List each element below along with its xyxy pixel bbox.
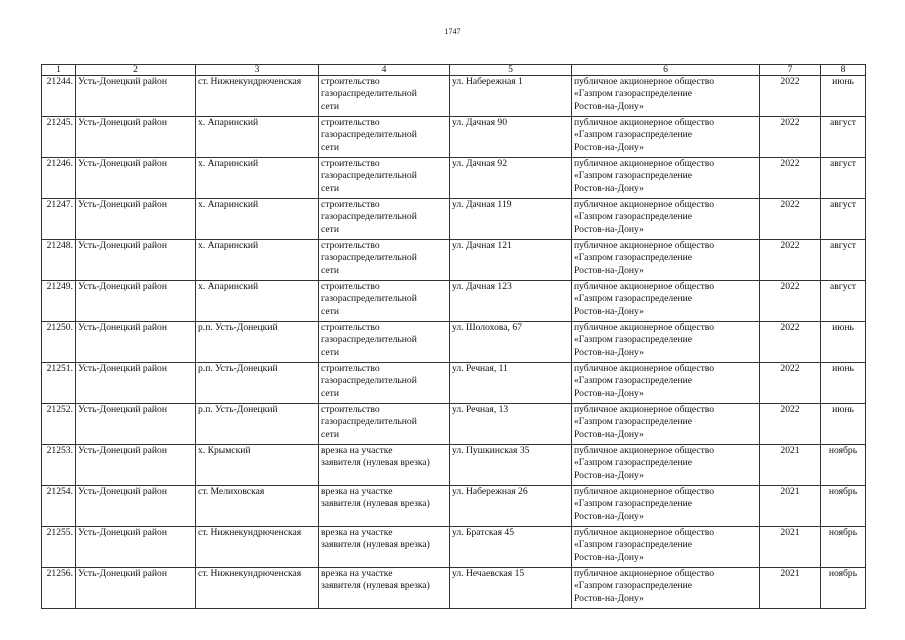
- row-number: 21245.: [42, 117, 76, 158]
- district-cell: Усть-Донецкий район: [76, 322, 196, 363]
- address-cell: ул. Шолохова, 67: [450, 322, 572, 363]
- organization-cell-line: «Газпром газораспределение: [574, 211, 692, 223]
- organization-cell: [572, 322, 760, 363]
- organization-cell-line: Ростов-на-Дону»: [574, 223, 644, 235]
- locality-cell: х. Апаринский: [196, 158, 319, 199]
- work-type-cell: [319, 322, 450, 363]
- work-type-cell-line: заявителя (нулевая врезка): [321, 539, 430, 551]
- address-cell: ул. Набережная 1: [450, 76, 572, 117]
- table-row: [42, 363, 866, 404]
- work-type-cell: [319, 117, 450, 158]
- district-cell: Усть-Донецкий район: [76, 158, 196, 199]
- year-cell: 2022: [760, 199, 821, 240]
- organization-cell-line: публичное акционерное общество: [574, 527, 715, 538]
- row-number: 21256.: [42, 568, 76, 609]
- work-type-cell-line: сети: [321, 264, 339, 276]
- work-type-cell-line: строительство: [321, 117, 380, 128]
- organization-cell-line: Ростов-на-Дону»: [574, 428, 644, 440]
- district-cell: Усть-Донецкий район: [76, 240, 196, 281]
- column-number: 7: [760, 65, 821, 76]
- work-type-cell-line: строительство: [321, 199, 380, 210]
- organization-cell-line: «Газпром газораспределение: [574, 416, 692, 428]
- work-type-cell-line: заявителя (нулевая врезка): [321, 498, 430, 510]
- work-type-cell-line: сети: [321, 223, 339, 235]
- address-cell: ул. Дачная 121: [450, 240, 572, 281]
- address-cell: ул. Дачная 119: [450, 199, 572, 240]
- organization-cell-line: Ростов-на-Дону»: [574, 346, 644, 358]
- column-number: 3: [196, 65, 319, 76]
- year-cell: 2022: [760, 404, 821, 445]
- organization-cell: [572, 281, 760, 322]
- work-type-cell-line: сети: [321, 428, 339, 440]
- work-type-cell-line: газораспределительной: [321, 211, 417, 223]
- year-cell: 2022: [760, 363, 821, 404]
- organization-cell-line: публичное акционерное общество: [574, 363, 715, 374]
- organization-cell: [572, 445, 760, 486]
- month-cell: июнь: [821, 363, 866, 404]
- organization-cell: [572, 404, 760, 445]
- district-cell: Усть-Донецкий район: [76, 486, 196, 527]
- page-number: 1747: [444, 27, 461, 36]
- organization-cell: [572, 240, 760, 281]
- locality-cell: х. Апаринский: [196, 117, 319, 158]
- row-number: 21246.: [42, 158, 76, 199]
- table-row: [42, 199, 866, 240]
- organization-cell-line: публичное акционерное общество: [574, 240, 715, 251]
- locality-cell: х. Апаринский: [196, 199, 319, 240]
- month-cell: ноябрь: [821, 486, 866, 527]
- year-cell: 2022: [760, 76, 821, 117]
- locality-cell: р.п. Усть-Донецкий: [196, 322, 319, 363]
- organization-cell-line: «Газпром газораспределение: [574, 252, 692, 264]
- column-number-row: [42, 65, 866, 76]
- row-number: 21253.: [42, 445, 76, 486]
- month-cell: июнь: [821, 404, 866, 445]
- work-type-cell-line: сети: [321, 141, 339, 153]
- organization-cell-line: публичное акционерное общество: [574, 76, 715, 87]
- organization-cell-line: Ростов-на-Дону»: [574, 264, 644, 276]
- organization-cell-line: публичное акционерное общество: [574, 281, 715, 292]
- work-type-cell-line: газораспределительной: [321, 334, 417, 346]
- row-number: 21250.: [42, 322, 76, 363]
- work-type-cell-line: газораспределительной: [321, 375, 417, 387]
- locality-cell: ст. Мелиховская: [196, 486, 319, 527]
- work-type-cell-line: заявителя (нулевая врезка): [321, 580, 430, 592]
- locality-cell: ст. Нижнекундрюченская: [196, 568, 319, 609]
- address-cell: ул. Речная, 11: [450, 363, 572, 404]
- table-row: [42, 322, 866, 363]
- work-type-cell-line: врезка на участке: [321, 445, 393, 456]
- work-type-cell: [319, 76, 450, 117]
- row-number: 21247.: [42, 199, 76, 240]
- locality-cell: х. Апаринский: [196, 240, 319, 281]
- organization-cell: [572, 568, 760, 609]
- organization-cell-line: «Газпром газораспределение: [574, 580, 692, 592]
- work-type-cell: [319, 240, 450, 281]
- row-number: 21254.: [42, 486, 76, 527]
- month-cell: июнь: [821, 76, 866, 117]
- organization-cell-line: публичное акционерное общество: [574, 199, 715, 210]
- table-row: [42, 486, 866, 527]
- row-number: 21249.: [42, 281, 76, 322]
- organization-cell-line: «Газпром газораспределение: [574, 539, 692, 551]
- work-type-cell-line: врезка на участке: [321, 527, 393, 538]
- organization-cell-line: «Газпром газораспределение: [574, 88, 692, 100]
- table-row: [42, 117, 866, 158]
- locality-cell: р.п. Усть-Донецкий: [196, 404, 319, 445]
- column-number: 4: [319, 65, 450, 76]
- district-cell: Усть-Донецкий район: [76, 445, 196, 486]
- table-row: [42, 76, 866, 117]
- locality-cell: ст. Нижнекундрюченская: [196, 527, 319, 568]
- year-cell: 2022: [760, 158, 821, 199]
- organization-cell: [572, 76, 760, 117]
- work-type-cell-line: строительство: [321, 404, 380, 415]
- column-number: 1: [42, 65, 76, 76]
- work-type-cell-line: газораспределительной: [321, 293, 417, 305]
- organization-cell-line: «Газпром газораспределение: [574, 293, 692, 305]
- organization-cell-line: «Газпром газораспределение: [574, 129, 692, 141]
- year-cell: 2022: [760, 281, 821, 322]
- organization-cell-line: «Газпром газораспределение: [574, 375, 692, 387]
- organization-cell-line: публичное акционерное общество: [574, 445, 715, 456]
- month-cell: ноябрь: [821, 568, 866, 609]
- district-cell: Усть-Донецкий район: [76, 199, 196, 240]
- year-cell: 2021: [760, 486, 821, 527]
- organization-cell-line: публичное акционерное общество: [574, 486, 715, 497]
- table-row: [42, 158, 866, 199]
- organization-cell-line: Ростов-на-Дону»: [574, 100, 644, 112]
- work-type-cell-line: газораспределительной: [321, 416, 417, 428]
- month-cell: август: [821, 199, 866, 240]
- district-cell: Усть-Донецкий район: [76, 117, 196, 158]
- work-type-cell-line: строительство: [321, 240, 380, 251]
- organization-cell: [572, 158, 760, 199]
- work-type-cell-line: сети: [321, 182, 339, 194]
- year-cell: 2021: [760, 527, 821, 568]
- district-cell: Усть-Донецкий район: [76, 404, 196, 445]
- year-cell: 2021: [760, 445, 821, 486]
- month-cell: август: [821, 158, 866, 199]
- work-type-cell-line: строительство: [321, 363, 380, 374]
- work-type-cell-line: строительство: [321, 76, 380, 87]
- work-type-cell-line: врезка на участке: [321, 486, 393, 497]
- district-cell: Усть-Донецкий район: [76, 281, 196, 322]
- address-cell: ул. Дачная 90: [450, 117, 572, 158]
- district-cell: Усть-Донецкий район: [76, 363, 196, 404]
- work-type-cell-line: сети: [321, 100, 339, 112]
- organization-cell-line: публичное акционерное общество: [574, 158, 715, 169]
- locality-cell: х. Апаринский: [196, 281, 319, 322]
- month-cell: ноябрь: [821, 445, 866, 486]
- table-row: [42, 445, 866, 486]
- work-type-cell-line: строительство: [321, 322, 380, 333]
- organization-cell-line: Ростов-на-Дону»: [574, 469, 644, 481]
- locality-cell: ст. Нижнекундрюченская: [196, 76, 319, 117]
- table-row: [42, 240, 866, 281]
- address-cell: ул. Братская 45: [450, 527, 572, 568]
- work-type-cell: [319, 199, 450, 240]
- locality-cell: х. Крымский: [196, 445, 319, 486]
- year-cell: 2021: [760, 568, 821, 609]
- organization-cell-line: Ростов-на-Дону»: [574, 141, 644, 153]
- work-type-cell-line: газораспределительной: [321, 170, 417, 182]
- address-cell: ул. Набережная 26: [450, 486, 572, 527]
- year-cell: 2022: [760, 240, 821, 281]
- organization-cell-line: Ростов-на-Дону»: [574, 592, 644, 604]
- table-row: [42, 527, 866, 568]
- row-number: 21255.: [42, 527, 76, 568]
- organization-cell-line: Ростов-на-Дону»: [574, 182, 644, 194]
- row-number: 21244.: [42, 76, 76, 117]
- organization-cell-line: Ростов-на-Дону»: [574, 387, 644, 399]
- organization-cell: [572, 363, 760, 404]
- district-cell: Усть-Донецкий район: [76, 568, 196, 609]
- work-type-cell-line: сети: [321, 387, 339, 399]
- organization-cell-line: публичное акционерное общество: [574, 117, 715, 128]
- district-cell: Усть-Донецкий район: [76, 76, 196, 117]
- work-type-cell-line: врезка на участке: [321, 568, 393, 579]
- organization-cell-line: Ростов-на-Дону»: [574, 305, 644, 317]
- table-row: [42, 281, 866, 322]
- address-cell: ул. Нечаевская 15: [450, 568, 572, 609]
- month-cell: июнь: [821, 322, 866, 363]
- work-type-cell-line: сети: [321, 305, 339, 317]
- address-cell: ул. Пушкинская 35: [450, 445, 572, 486]
- work-type-cell: [319, 404, 450, 445]
- work-type-cell-line: газораспределительной: [321, 129, 417, 141]
- month-cell: август: [821, 117, 866, 158]
- column-number: 8: [821, 65, 866, 76]
- organization-cell-line: «Газпром газораспределение: [574, 170, 692, 182]
- organization-cell-line: «Газпром газораспределение: [574, 334, 692, 346]
- work-type-cell-line: строительство: [321, 158, 380, 169]
- work-type-cell: [319, 363, 450, 404]
- address-cell: ул. Дачная 123: [450, 281, 572, 322]
- work-type-cell: [319, 527, 450, 568]
- work-type-cell: [319, 158, 450, 199]
- locality-cell: р.п. Усть-Донецкий: [196, 363, 319, 404]
- organization-cell-line: публичное акционерное общество: [574, 568, 715, 579]
- work-type-cell: [319, 281, 450, 322]
- column-number: 6: [572, 65, 760, 76]
- month-cell: ноябрь: [821, 527, 866, 568]
- row-number: 21251.: [42, 363, 76, 404]
- column-number: 5: [450, 65, 572, 76]
- work-type-cell-line: газораспределительной: [321, 88, 417, 100]
- work-type-cell-line: сети: [321, 346, 339, 358]
- organization-cell-line: «Газпром газораспределение: [574, 457, 692, 469]
- work-type-cell: [319, 486, 450, 527]
- year-cell: 2022: [760, 117, 821, 158]
- month-cell: август: [821, 281, 866, 322]
- work-type-cell-line: газораспределительной: [321, 252, 417, 264]
- row-number: 21248.: [42, 240, 76, 281]
- row-number: 21252.: [42, 404, 76, 445]
- organization-cell: [572, 199, 760, 240]
- year-cell: 2022: [760, 322, 821, 363]
- work-type-cell-line: заявителя (нулевая врезка): [321, 457, 430, 469]
- address-cell: ул. Речная, 13: [450, 404, 572, 445]
- table-row: [42, 404, 866, 445]
- organization-cell: [572, 486, 760, 527]
- work-type-cell: [319, 568, 450, 609]
- organization-cell: [572, 527, 760, 568]
- organization-cell-line: публичное акционерное общество: [574, 322, 715, 333]
- organization-cell-line: Ростов-на-Дону»: [574, 510, 644, 522]
- organization-cell-line: публичное акционерное общество: [574, 404, 715, 415]
- work-type-cell-line: строительство: [321, 281, 380, 292]
- organization-cell: [572, 117, 760, 158]
- organization-cell-line: Ростов-на-Дону»: [574, 551, 644, 563]
- register-table: [41, 64, 866, 609]
- district-cell: Усть-Донецкий район: [76, 527, 196, 568]
- organization-cell-line: «Газпром газораспределение: [574, 498, 692, 510]
- address-cell: ул. Дачная 92: [450, 158, 572, 199]
- table-row: [42, 568, 866, 609]
- work-type-cell: [319, 445, 450, 486]
- month-cell: август: [821, 240, 866, 281]
- column-number: 2: [76, 65, 196, 76]
